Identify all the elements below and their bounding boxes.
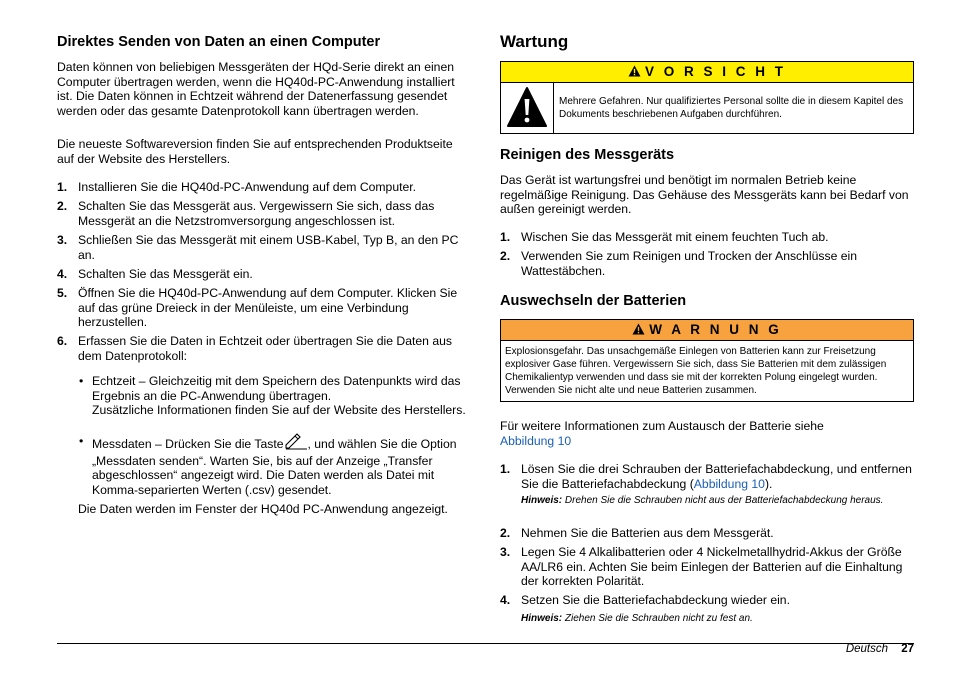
section-heading-cleaning: Reinigen des Messgeräts bbox=[500, 147, 675, 163]
step-text: Erfassen Sie die Daten in Echtzeit oder übertragen Sie die Daten aus dem Datenprotokoll: bbox=[78, 334, 452, 363]
bullet-text-measurement: Messdaten – Drücken Sie die Taste , und wählen Sie die Option „Messdaten senden“. Warten Sie, bis auf der Anzeige „Transfer abgeschlossen“ angezeigt wird. Die Daten werden als Datei mit Komma-separierten Werten (.csv) gesendet. bbox=[92, 433, 471, 497]
note: Hinweis: Ziehen Sie die Schrauben nicht zu fest an. bbox=[521, 613, 753, 624]
warning-triangle-icon bbox=[628, 63, 641, 83]
software-paragraph: Die neueste Softwareversion finden Sie auf entsprechenden Produktseite auf der Website des Herstellers. bbox=[57, 137, 453, 166]
step-number: 4. bbox=[57, 267, 68, 281]
battery-steps bbox=[500, 462, 914, 632]
step-text: Lösen Sie die drei Schrauben der Batteriefachabdeckung, und entfernen Sie die Batteriefachabdeckung (Abbildung 10). bbox=[521, 462, 912, 491]
step-number: 2. bbox=[500, 249, 511, 263]
caution-label: V O R S I C H T bbox=[644, 64, 786, 79]
battery-info: Für weitere Informationen zum Austausch der Batterie siehe Abbildung 10 bbox=[500, 419, 824, 448]
caution-box bbox=[500, 61, 914, 134]
cleaning-intro: Das Gerät ist wartungsfrei und benötigt im normalen Betrieb keine regelmäßige Reinigung. Das Gehäuse des Messgeräts kann bei Bedarf von außen gereinigt werden. bbox=[500, 173, 909, 217]
hazard-triangle-icon bbox=[501, 83, 553, 133]
bullet-mark: • bbox=[79, 434, 84, 448]
step-number: 1. bbox=[57, 180, 68, 194]
step-number: 6. bbox=[57, 334, 68, 348]
section-heading-battery: Auswechseln der Batterien bbox=[500, 293, 687, 309]
note: Hinweis: Drehen Sie die Schrauben nicht aus der Batteriefachabdeckung heraus. bbox=[521, 495, 884, 506]
figure-link[interactable]: Abbildung 10 bbox=[693, 476, 765, 491]
step-text: Verwenden Sie zum Reinigen und Trocken der Anschlüsse ein Wattestäbchen. bbox=[521, 249, 858, 278]
step-text: Schalten Sie das Messgerät aus. Vergewissern Sie sich, dass das Messgerät an die Netzstromversorgung angeschlossen ist. bbox=[78, 199, 435, 228]
section-heading-direct-send: Direktes Senden von Daten an einen Computer bbox=[57, 34, 381, 50]
step-number: 1. bbox=[500, 462, 511, 476]
warning-header bbox=[501, 320, 913, 341]
steps-list bbox=[57, 180, 471, 497]
step-text: Wischen Sie das Messgerät mit einem feuchten Tuch ab. bbox=[521, 230, 829, 244]
footer-language: Deutsch bbox=[845, 643, 888, 655]
step-text: Legen Sie 4 Alkalibatterien oder 4 Nickelmetallhydrid-Akkus der Größe AA/LR6 ein. Achten Sie beim Einlegen der Batterien auf die Einhaltung der korrekten Polarität. bbox=[521, 545, 903, 589]
warning-text: Explosionsgefahr. Das unsachgemäße Einlegen von Batterien kann zur Freisetzung explosiver Gase führen. Vergewissern Sie sich, dass Sie Batterien mit dem zulässigen Chemikalientyp verwenden und dass sie mit der korrekten Polung eingelegt wurden. Verwenden Sie nicht alte und neue Batterien zusammen. bbox=[505, 346, 887, 396]
step-text: Schalten Sie das Messgerät ein. bbox=[78, 267, 253, 281]
step-number: 5. bbox=[57, 286, 68, 300]
step-number: 4. bbox=[500, 593, 511, 607]
caution-icon-cell bbox=[501, 83, 554, 133]
caution-text: Mehrere Gefahren. Nur qualifiziertes Personal sollte die in diesem Kapitel des Dokuments beschriebenen Aufgaben durchführen. bbox=[559, 96, 904, 120]
closing-paragraph: Die Daten werden im Fenster der HQ40d PC-Anwendung angezeigt. bbox=[78, 502, 448, 516]
send-data-key-icon bbox=[284, 433, 308, 454]
step-text: Setzen Sie die Batteriefachabdeckung wieder ein. bbox=[521, 593, 790, 607]
warning-label: W A R N U N G bbox=[649, 322, 782, 337]
step-number: 1. bbox=[500, 230, 511, 244]
page-title: Wartung bbox=[500, 32, 569, 51]
intro-paragraph: Daten können von beliebigen Messgeräten der HQd-Serie direkt an einen Computer übertragen werden, wenn die HQ40d-PC-Anwendung installiert ist. Die Daten können in Echtzeit während der Datenerfassung gesendet werden oder das gesamte Datenprotokoll kann übertragen werden. bbox=[57, 60, 455, 118]
step-number: 3. bbox=[57, 233, 68, 247]
step-number: 2. bbox=[57, 199, 68, 213]
bullet-mark: • bbox=[79, 374, 84, 388]
warning-box bbox=[500, 319, 914, 402]
step-text: Schließen Sie das Messgerät mit einem USB-Kabel, Typ B, an den PC an. bbox=[78, 233, 459, 262]
step-text: Installieren Sie die HQ40d-PC-Anwendung auf dem Computer. bbox=[78, 180, 417, 194]
caution-header bbox=[501, 62, 913, 83]
page-number: 27 bbox=[901, 643, 914, 655]
step-number: 3. bbox=[500, 545, 511, 559]
step-text: Öffnen Sie die HQ40d-PC-Anwendung auf dem Computer. Klicken Sie auf das grüne Dreieck in der Menüleiste, um eine Verbindung herzustellen. bbox=[78, 286, 458, 330]
step-number: 2. bbox=[500, 526, 511, 540]
caution-body bbox=[501, 83, 913, 133]
cleaning-steps bbox=[500, 230, 914, 280]
step-text: Nehmen Sie die Batterien aus dem Messgerät. bbox=[521, 526, 774, 540]
figure-link[interactable]: Abbildung 10 bbox=[500, 433, 572, 448]
footer-divider bbox=[57, 643, 914, 644]
warning-triangle-icon bbox=[632, 321, 645, 341]
bullet-text-realtime: Echtzeit – Gleichzeitig mit dem Speichern des Datenpunkts wird das Ergebnis an die PC-Anwendung übertragen. Zusätzliche Informationen finden Sie auf der Website des Herstellers. bbox=[92, 374, 466, 418]
